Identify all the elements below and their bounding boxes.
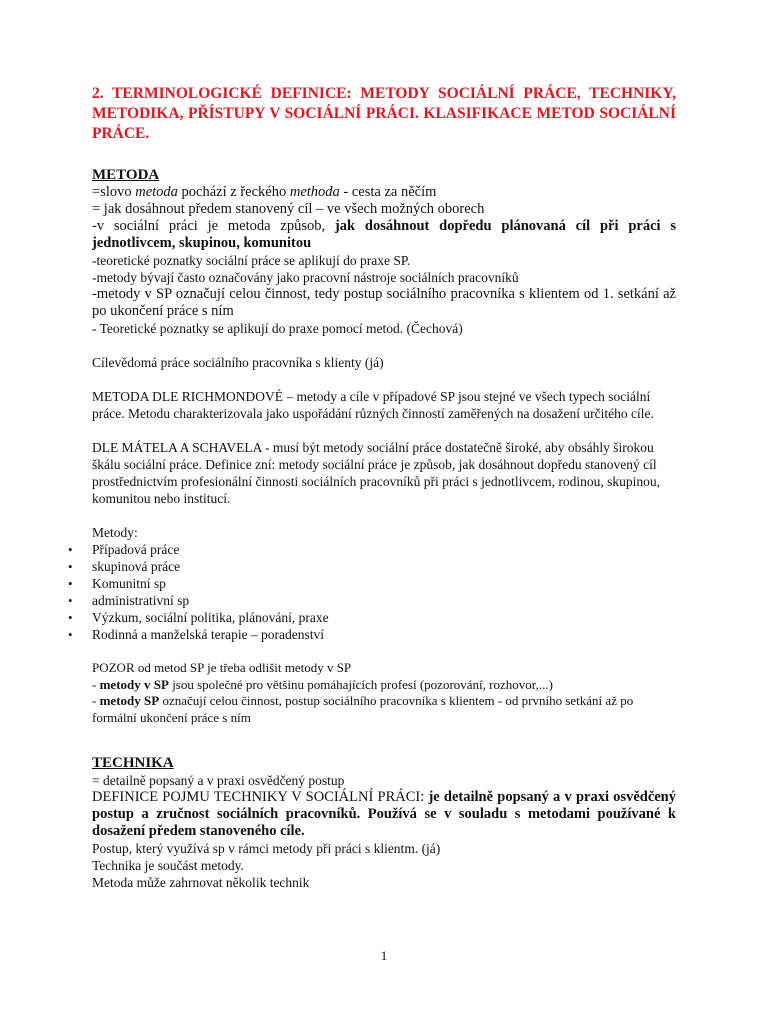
metoda-line-5: -metody bývají často označovány jako pracovní nástroje sociálních pracovníků xyxy=(92,270,519,285)
technika-line-1: = detailně popsaný a v praxi osvědčený postup xyxy=(92,773,345,788)
technika-line-4: Technika je součást metody. xyxy=(92,858,244,873)
section-title-technika: TECHNIKA xyxy=(92,755,174,771)
document-page xyxy=(92,84,676,891)
methods-list-title: Metody: xyxy=(92,525,138,540)
metoda-line-3: -v sociální práci je metoda způsob, jak dosáhnout dopředu plánovaná cíl při práci s jednotlivcem, skupinou, komunitou xyxy=(92,218,676,251)
chapter-heading: 2. TERMINOLOGICKÉ DEFINICE: METODY SOCIÁLNÍ PRÁCE, TECHNIKY, METODIKA, PŘÍSTUPY V SOCIÁLNÍ PRÁCI. KLASIFIKACE METOD SOCIÁLNÍ PRÁCE. xyxy=(92,85,676,142)
page-number: 1 xyxy=(380,948,388,963)
metoda-cile-line: Cílevědomá práce sociálního pracovníka s klienty (já) xyxy=(92,355,384,370)
list-item: • skupinová práce xyxy=(92,558,676,575)
pozor-item-2: - metody SP označují celou činnost, postup sociálního pracovníka s klientem - od prvního setkání až po formální ukončení práce s ním xyxy=(92,693,634,725)
pozor-line: POZOR od metod SP je třeba odlišit metody v SP xyxy=(92,660,352,675)
technika-line-5: Metoda může zahrnovat několik technik xyxy=(92,875,310,890)
metoda-line-7: - Teoretické poznatky se aplikují do praxe pomocí metod. (Čechová) xyxy=(92,321,463,336)
matel-schavel-paragraph: DLE MÁTELA A SCHAVELA - musí být metody sociální práce dostatečně široké, aby obsáhly širokou škálu sociální práce. Definice zní: metody sociální práce je způsob, jak dosáhnout dopředu stanovený cíl prostřednictvím profesionální činnosti sociálních pracovníků při práci s jednotlivcem, rodinou, skupinou, komunitou nebo institucí. xyxy=(92,440,661,506)
pozor-item-1: - metody v SP jsou společné pro většinu pomáhajících profesí (pozorování, rozhovor,...) xyxy=(92,676,553,692)
technika-definition: DEFINICE POJMU TECHNIKY V SOCIÁLNÍ PRÁCI: je detailně popsaný a v praxi osvědčený postup a zručnost sociálních pracovníků. Používá se v souladu s metodami používané k dosažení předem stanoveného cíle. xyxy=(92,789,676,839)
metoda-line-4: -teoretické poznatky sociální práce se aplikují do praxe SP. xyxy=(92,253,411,268)
methods-list xyxy=(92,541,676,643)
metoda-line-1: =slovo metoda pochází z řeckého methoda - cesta za něčím xyxy=(92,184,437,200)
list-item: • Výzkum, sociální politika, plánování, praxe xyxy=(92,609,676,626)
metoda-line-2: = jak dosáhnout předem stanovený cíl – ve všech možných oborech xyxy=(92,201,485,217)
richmond-paragraph: METODA DLE RICHMONDOVÉ – metody a cíle v případové SP jsou stejné ve všech typech sociální práce. Metodu charakterizovala jako uspořádání různých činností zaměřených na dosažení určitého cíle. xyxy=(92,389,654,421)
metoda-line-6: -metody v SP označují celou činnost, tedy postup sociálního pracovníka s klientem od 1. setkání až po ukončení práce s ním xyxy=(92,286,676,319)
list-item: • Rodinná a manželská terapie – poradenství xyxy=(92,626,676,643)
list-item: • Komunitní sp xyxy=(92,575,676,592)
list-item: • Případová práce xyxy=(92,541,676,558)
section-title-metoda: METODA xyxy=(92,167,160,183)
list-item: • administrativní sp xyxy=(92,592,676,609)
technika-line-3: Postup, který využívá sp v rámci metody při práci s klientm. (já) xyxy=(92,841,441,856)
